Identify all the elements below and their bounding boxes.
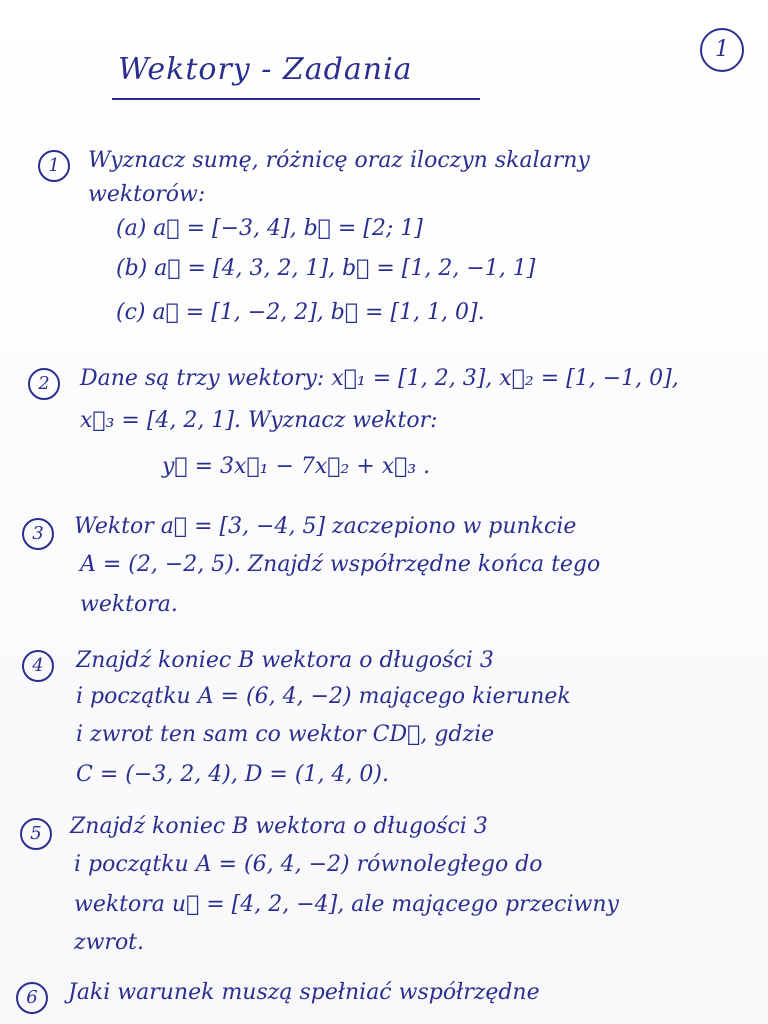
task-number: 2 (28, 368, 60, 400)
task-text-line: Jaki warunek muszą spełniać współrzędne (68, 980, 540, 1005)
title-underline (112, 98, 480, 100)
task-formula: y⃗ = 3x⃗₁ − 7x⃗₂ + x⃗₃ . (162, 454, 431, 479)
page-number-badge: 1 (700, 28, 744, 72)
task-text-line: wektora u⃗ = [4, 2, −4], ale mającego przeciwny (74, 892, 619, 917)
task-subitem-a: (a) a⃗ = [−3, 4], b⃗ = [2; 1] (116, 216, 423, 241)
task-text-line: i zwrot ten sam co wektor CD⃗, gdzie (76, 722, 495, 747)
task-text-line: A = (2, −2, 5). Znajdź współrzędne końca tego (80, 552, 601, 577)
task-number: 4 (22, 650, 54, 682)
task-text-line: i początku A = (6, 4, −2) mającego kierunek (76, 684, 571, 709)
task-text-line: Znajdź koniec B wektora o długości 3 (70, 814, 488, 839)
task-subitem-c: (c) a⃗ = [1, −2, 2], b⃗ = [1, 1, 0]. (116, 300, 485, 325)
task-number: 3 (22, 518, 54, 550)
task-text-line: Wyznacz sumę, różnicę oraz iloczyn skalarny (88, 148, 590, 173)
task-text-line: Wektor a⃗ = [3, −4, 5] zaczepiono w punkcie (74, 514, 577, 539)
task-subitem-b: (b) a⃗ = [4, 3, 2, 1], b⃗ = [1, 2, −1, 1] (116, 256, 536, 281)
task-text-line: zwrot. (74, 930, 145, 955)
task-text-line: Dane są trzy wektory: x⃗₁ = [1, 2, 3], x⃗₂ = [1, −1, 0], (80, 366, 679, 391)
task-text-line: C = (−3, 2, 4), D = (1, 4, 0). (76, 762, 389, 787)
task-number: 6 (16, 982, 48, 1014)
task-text-line: Znajdź koniec B wektora o długości 3 (76, 648, 494, 673)
task-number: 1 (38, 150, 70, 182)
task-number: 5 (20, 818, 52, 850)
task-text-line: wektora. (80, 592, 178, 617)
task-text-line: x⃗₃ = [4, 2, 1]. Wyznacz wektor: (80, 408, 438, 433)
page-title: Wektory - Zadania (118, 52, 413, 87)
task-text-line: wektorów: (88, 182, 206, 207)
task-text-line: i początku A = (6, 4, −2) równoległego do (74, 852, 543, 877)
